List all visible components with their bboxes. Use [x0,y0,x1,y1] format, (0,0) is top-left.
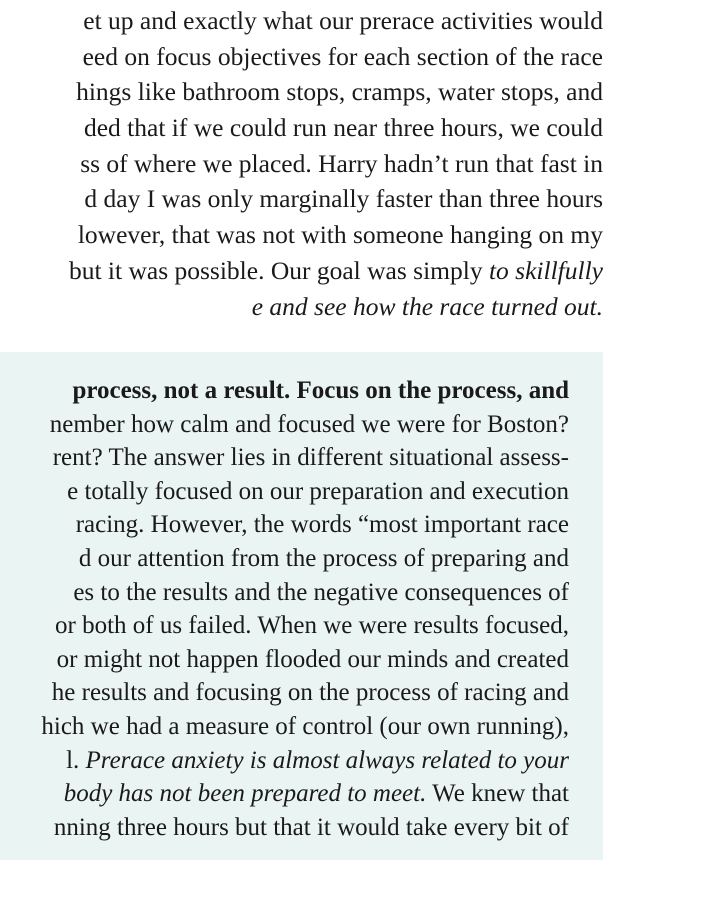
sidebar-heading-line: process, not a result. Focus on the process, and [72,377,569,404]
body-paragraph [0,3,603,324]
sidebar-line: es to the results and the negative consequences of [73,578,569,606]
sidebar-line-text: We knew that [426,780,569,808]
sidebar-line-italic: Prerace anxiety is almost always related to your [85,746,569,774]
sidebar-line: he results and focusing on the process of racing and [51,679,569,707]
body-line-italic: to skillfully [488,255,603,285]
sidebar-box [0,352,603,860]
sidebar-line: racing. However, the words “most important race [75,511,569,539]
sidebar-line [0,777,569,811]
sidebar-line: hich we had a measure of control (our own running), [41,712,569,740]
sidebar-paragraph [0,374,569,844]
body-line: ss of where we placed. Harry hadn’t run that fast in [80,148,603,178]
body-line: hings like bathroom stops, cramps, water stops, and [76,77,603,107]
sidebar-line: nember how calm and focused we were for Boston? [49,410,569,438]
sidebar-line: or might not happen flooded our minds and created [56,645,569,673]
body-line [0,253,603,289]
sidebar-line [0,744,569,778]
sidebar-line: rent? The answer lies in different situational assess- [52,444,569,472]
body-line: et up and exactly what our prerace activities would [83,6,603,35]
body-line: e and see how the race turned out. [251,291,603,321]
sidebar-line-italic: body has not been prepared to meet. [63,780,427,808]
sidebar-line: d our attention from the process of preparing and [78,544,569,572]
body-line: lowever, that was not with someone hanging on my [77,220,603,250]
sidebar-line: nning three hours but that it would take every bit of [53,813,569,841]
sidebar-line-text: l. [66,746,86,774]
sidebar-line: e totally focused on our preparation and execution [67,477,569,505]
body-line: eed on focus objectives for each section of the race [82,41,603,71]
sidebar-line: or both of us failed. When we were results focused, [55,612,569,640]
body-line-text: but it was possible. Our goal was simply [68,255,489,285]
body-line: d day I was only marginally faster than three hours [84,184,603,214]
body-line: ded that if we could run near three hours, we could [83,113,603,143]
